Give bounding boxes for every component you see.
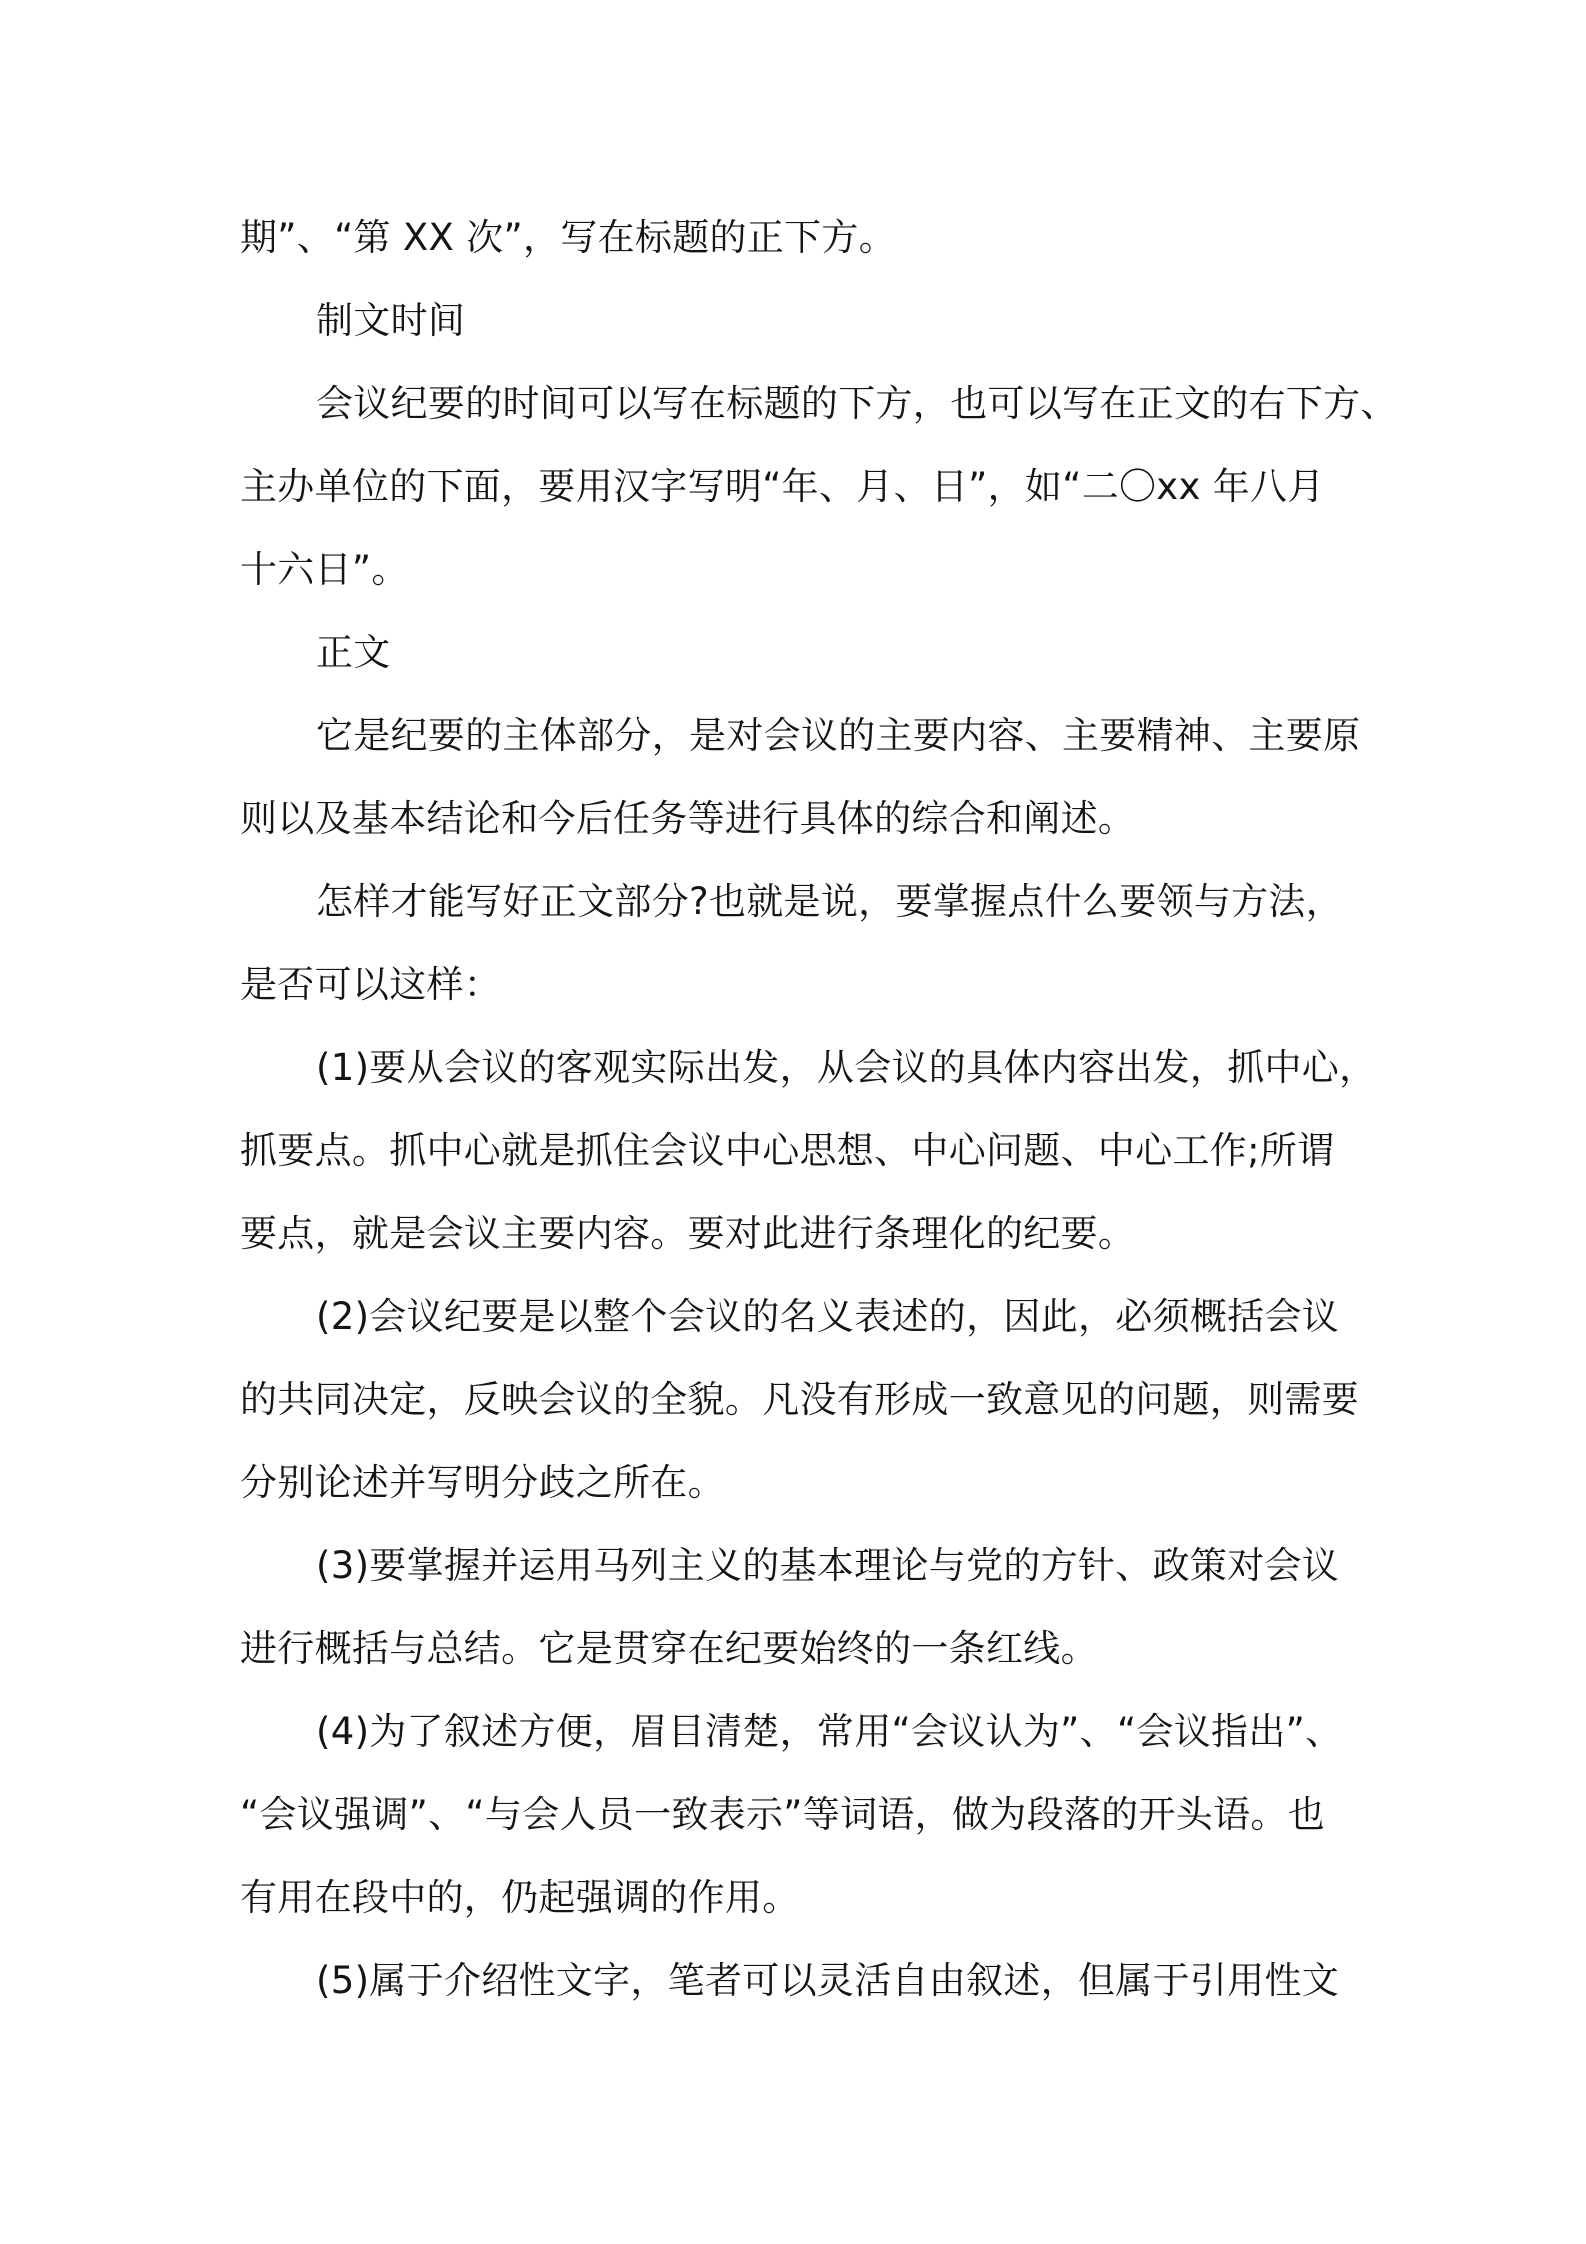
text-line: 要点，就是会议主要内容。要对此进行条理化的纪要。 bbox=[240, 1212, 1136, 1255]
text-line: “会议强调”、“与会人员一致表示”等词语，做为段落的开头语。也 bbox=[240, 1793, 1325, 1836]
text-line: 分别论述并写明分歧之所在。 bbox=[240, 1461, 725, 1504]
text-line: 会议纪要的时间可以写在标题的下方，也可以写在正文的右下方、 bbox=[316, 382, 1398, 425]
section-heading: 正文 bbox=[316, 631, 391, 674]
text-line: 有用在段中的，仍起强调的作用。 bbox=[240, 1876, 800, 1919]
text-line: 怎样才能写好正文部分?也就是说，要掌握点什么要领与方法， bbox=[316, 880, 1344, 923]
text-line: 它是纪要的主体部分，是对会议的主要内容、主要精神、主要原 bbox=[316, 714, 1361, 757]
text-line: 抓要点。抓中心就是抓住会议中心思想、中心问题、中心工作;所谓 bbox=[240, 1129, 1335, 1172]
text-line: 期”、“第 XX 次”，写在标题的正下方。 bbox=[240, 216, 897, 259]
text-line: 的共同决定，反映会议的全貌。凡没有形成一致意见的问题，则需要 bbox=[240, 1378, 1359, 1421]
text-line: (1)要从会议的客观实际出发，从会议的具体内容出发，抓中心， bbox=[316, 1046, 1377, 1089]
text-line: 主办单位的下面，要用汉字写明“年、月、日”，如“二〇xx 年八月 bbox=[240, 465, 1325, 508]
text-line: 十六日”。 bbox=[240, 548, 409, 591]
section-heading: 制文时间 bbox=[316, 299, 466, 342]
text-line: (5)属于介绍性文字，笔者可以灵活自由叙述，但属于引用性文 bbox=[316, 1959, 1340, 2002]
text-line: (3)要掌握并运用马列主义的基本理论与党的方针、政策对会议 bbox=[316, 1544, 1340, 1587]
text-line: (2)会议纪要是以整个会议的名义表述的，因此，必须概括会议 bbox=[316, 1295, 1340, 1338]
text-line: 是否可以这样： bbox=[240, 963, 502, 1006]
document-body bbox=[240, 196, 1398, 2022]
text-line: 进行概括与总结。它是贯穿在纪要始终的一条红线。 bbox=[240, 1627, 1098, 1670]
text-line: (4)为了叙述方便，眉目清楚，常用“会议认为”、“会议指出”、 bbox=[316, 1710, 1343, 1753]
text-line: 则以及基本结论和今后任务等进行具体的综合和阐述。 bbox=[240, 797, 1136, 840]
